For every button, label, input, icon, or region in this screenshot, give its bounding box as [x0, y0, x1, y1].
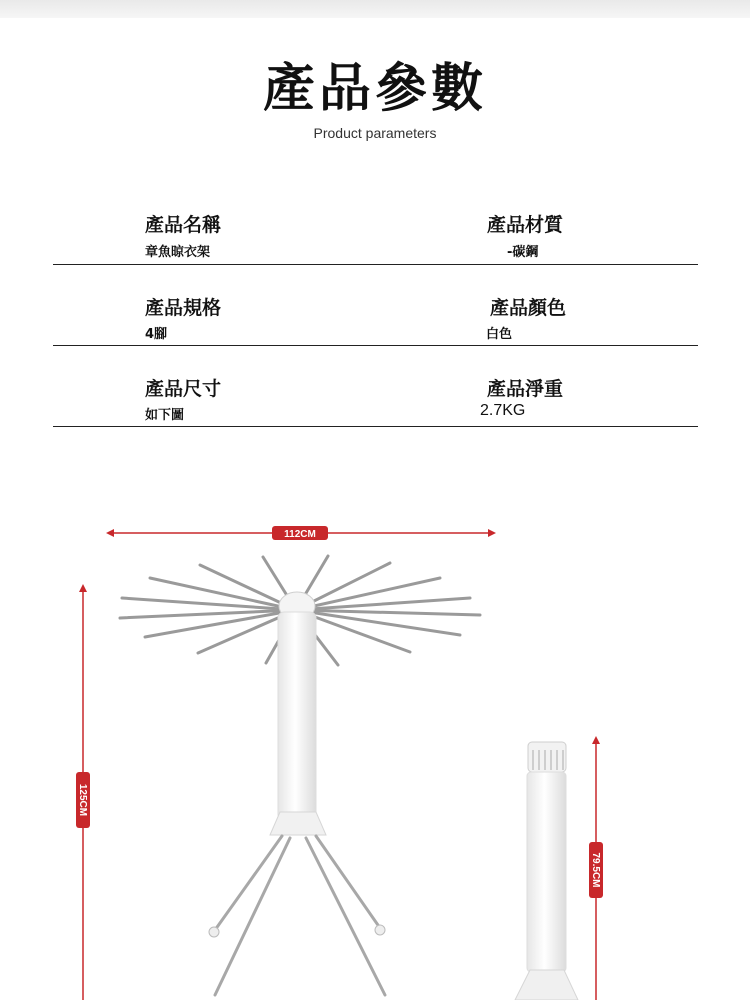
spec-row-3 — [53, 346, 698, 427]
page-title: 產品參數 — [262, 59, 487, 119]
spec-row-1 — [53, 184, 698, 265]
spec-label-spec: 產品規格 — [145, 297, 222, 319]
spec-value-weight: 2.7KG — [480, 402, 526, 419]
spec-label-color: 產品顏色 — [490, 297, 567, 319]
folded-height-label: 79.5CM — [590, 852, 601, 888]
spec-label-weight: 產品淨重 — [487, 378, 564, 400]
spec-value-size: 如下圖 — [145, 408, 185, 423]
spec-value-name: 章魚晾衣架 — [145, 245, 211, 260]
folded-height-dimension — [589, 736, 603, 1000]
height-dimension — [76, 584, 90, 1000]
spec-label-size: 產品尺寸 — [145, 378, 222, 400]
spec-label-material: 產品材質 — [487, 214, 564, 236]
spec-row-2 — [53, 265, 698, 346]
spec-value-material: -碳鋼 — [507, 245, 539, 260]
spec-value-color: 白色 — [486, 327, 513, 342]
folded-rack-image — [515, 742, 578, 1000]
page-subtitle: Product parameters — [313, 125, 437, 141]
product-dimension-diagram — [0, 440, 750, 1000]
top-image-strip — [0, 0, 750, 18]
unfolded-rack-image — [120, 556, 480, 995]
width-dimension — [106, 526, 496, 540]
spec-value-spec: 4腳 — [145, 327, 168, 342]
height-label: 125CM — [77, 783, 88, 817]
spec-label-name: 產品名稱 — [145, 214, 222, 236]
width-label: 112CM — [284, 529, 316, 540]
